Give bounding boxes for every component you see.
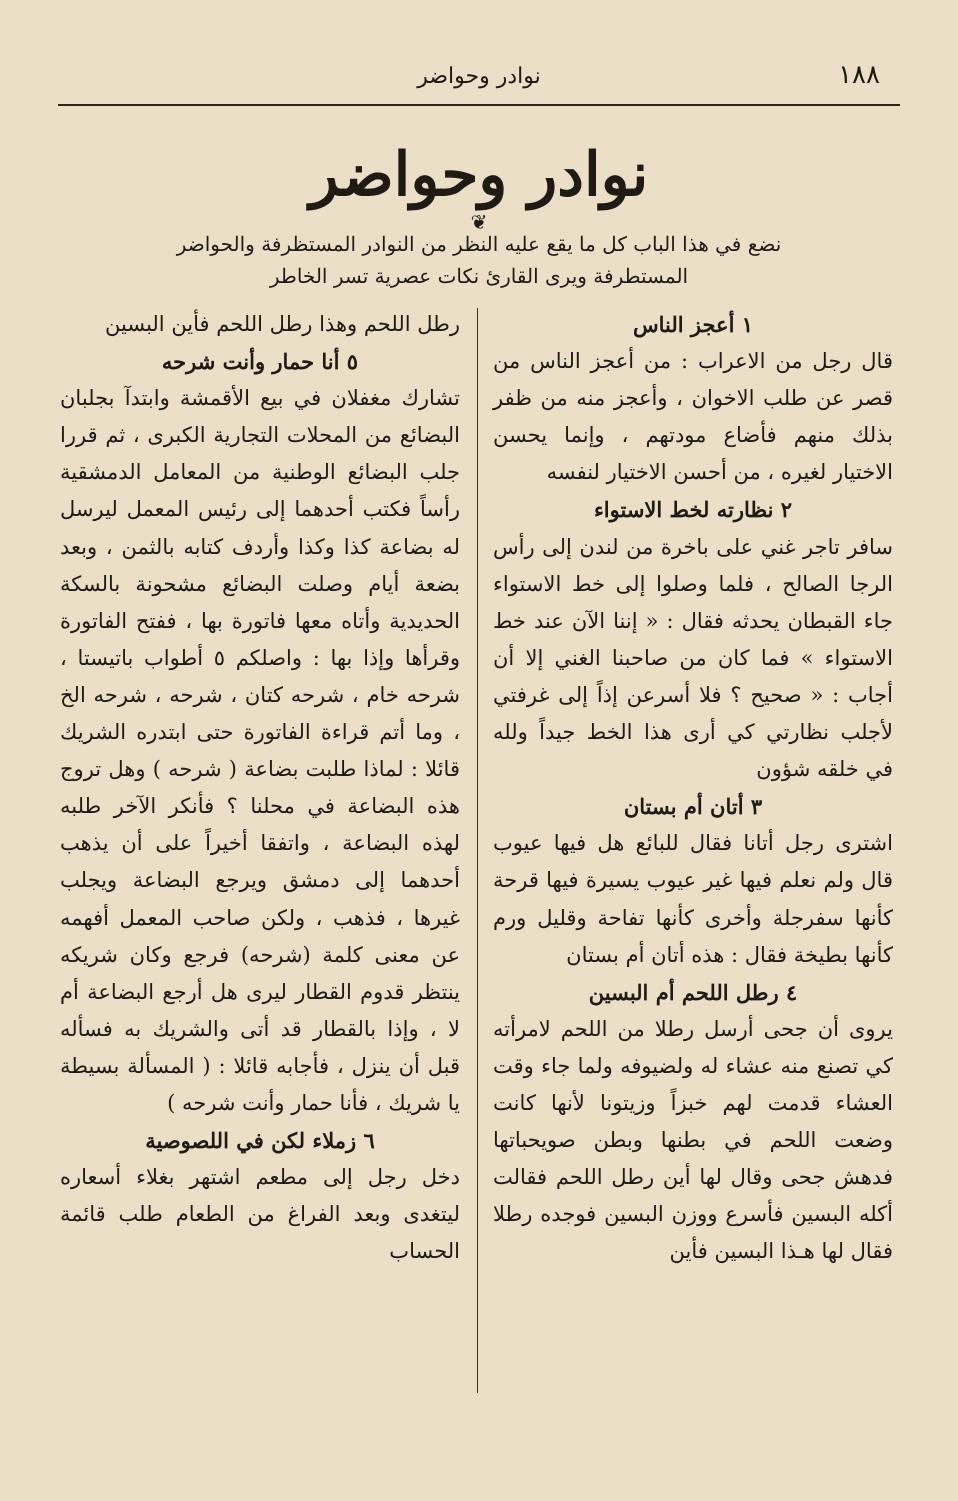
anecdote-heading: ٦ زملاء لكن في اللصوصية xyxy=(145,1128,375,1154)
anecdote-heading: ١ أعجز الناس xyxy=(632,312,753,337)
anecdote-heading: ٣ أتان أم بستان xyxy=(623,794,763,820)
section-title: نوادر وحواضر xyxy=(309,140,649,210)
anecdote-paragraph: اشترى رجل أتانا فقال للبائع هل فيها عيوب قال ولم نعلم فيها غير عيوب يسيرة فيها قرحة كأنها سفرجلة وأخرى كأنها تفاحة وقليل ورم كأنها بطيخة فقال : هذه أتان أم بستان xyxy=(493,831,893,967)
left-column xyxy=(60,306,460,1270)
anecdote-paragraph: قال رجل من الاعراب : من أعجز الناس من قصر عن طلب الاخوان ، وأعجز منه من ظفر بذلك منهم فأضاع مودتهم ، وإنما يحسن الاختيار لغيره ، من أحسن الاختيار لنفسه xyxy=(493,349,893,485)
anecdote-heading: ٤ رطل اللحم أم البسين xyxy=(588,979,798,1005)
anecdote-paragraph: رطل اللحم وهذا رطل اللحم فأين البسين xyxy=(105,312,460,336)
running-head xyxy=(60,60,898,100)
header-rule xyxy=(58,104,900,106)
anecdote-paragraph: سافر تاجر غني على باخرة من لندن إلى رأس الرجا الصالح ، فلما وصلوا إلى خط الاستواء جاء القبطان يحدثه فقال : « إننا الآن عند خط الاستواء » فما كان من صاحبنا الغني إلا أن أجاب : « صحيح ؟ فلا أسرعن إذاً إلى غرفتي لأجلب نظارتي كي أرى هذا الخط جيداً ولله في خلقه شؤون xyxy=(493,534,893,782)
page-number: ١٨٨ xyxy=(838,60,880,90)
anecdote-paragraph: دخل رجل إلى مطعم اشتهر بغلاء أسعاره ليتغدى وبعد الفراغ من الطعام طلب قائمة الحساب xyxy=(60,1165,460,1264)
column-divider xyxy=(477,308,478,1393)
running-title: نوادر وحواضر xyxy=(417,64,541,89)
anecdote-heading: ٢ نظارته لخط الاستواء xyxy=(593,497,793,523)
right-column xyxy=(493,306,893,1270)
anecdote-heading: ٥ أنا حمار وأنت شرحه xyxy=(161,349,359,375)
anecdote-paragraph: تشارك مغفلان في بيع الأقمشة وابتدآ بجلبان البضائع من المحلات التجارية الكبرى ، ثم قررا جلب البضائع الوطنية من المعامل الدمشقية رأساً فكتب أحدهما إلى رئيس المعمل ليرسل له بضاعة كذا وكذا وأردف كتابه بالثمن ، وبعد بضعة أيام وصلت البضائع مشحونة بالسكة الحديدية وأتاه معها فاتورة بها ، ففتح الفاتورة وقرأها وإذا بها : واصلكم ٥ أطواب باتيستا ، شرحه خام ، شرحه كتان ، شرحه ، شرحه الخ ، وما أتم قراءة الفاتورة حتى ابتدره الشريك قائلا : لماذا طلبت بضاعة ( شرحه ) وهل تروج هذه البضاعة في محلنا ؟ فأنكر الآخر طلبه لهذه البضاعة ، واتفقا أخيراً على أن يذهب أحدهما إلى دمشق ويرجع البضاعة ويجلب غيرها ، فذهب ، ولكن صاحب المعمل أفهمه عن معنى كلمة (شرحه) فرجع وكان شريكه ينتظر قدوم القطار ليرى هل أرجع البضاعة أم لا ، وإذا بالقطار قد أتى والشريك به فسأله قبل أن ينزل ، فأجابه قائلا : ( المسألة بسيطة يا شريك ، فأنا حمار وأنت شرحه ) xyxy=(60,386,460,1115)
intro-text: نضع في هذا الباب كل ما يقع عليه النظر من النوادر المستظرفة والحواضر المستطرفة ويرى القارئ نكات عصرية تسر الخاطر xyxy=(176,232,782,288)
anecdote-paragraph: يروى أن جحى أرسل رطلا من اللحم لامرأته كي تصنع منه عشاء له ولضيوفه ولما جاء وقت العشاء قدمت لهم خبزاً وزيتونا لأنها كانت وضعت اللحم في بطنها وبطن صويحباتها فدهش جحى وقال لها أين رطل اللحم فقالت أكله البسين فأسرع ووزن البسين فوجده رطلا فقال لها هـذا البسين فأين xyxy=(493,1016,893,1264)
title-ornament: ❦ xyxy=(470,210,488,234)
